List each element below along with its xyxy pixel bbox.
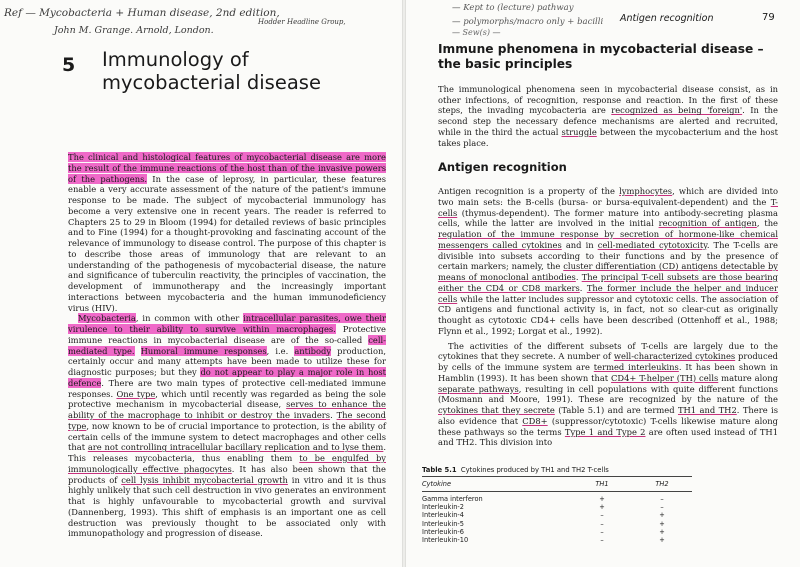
table-cell-th2: +	[659, 527, 665, 536]
underlined-text: to be engulfed by immunologically effective phagocytes	[68, 453, 386, 474]
table-cell-th2: –	[660, 503, 664, 512]
underlined-text: One type	[116, 388, 156, 399]
highlighted-text: antibody	[294, 345, 332, 356]
highlighted-text: Humoral immune responses	[140, 345, 267, 356]
underlined-text: TH1 and TH2	[677, 405, 737, 415]
text-run: The activities of the different subsets of T-cells are largely due to the cytokines that they secrete. A number of	[438, 340, 778, 362]
left-paragraph-1	[68, 152, 386, 313]
underlined-text: struggle	[561, 126, 597, 137]
text-run: , i.e.	[266, 345, 295, 356]
underlined-text: CD4+ T-helper (TH) cells	[611, 372, 719, 383]
handwritten-note-right-3: — Sew(s) —	[452, 28, 501, 37]
cytokine-table-block	[422, 466, 712, 544]
text-run: , which until recently was regarded as being the sole protective mechanism in mycobacterial disease,	[68, 388, 386, 410]
left-paragraph-2	[68, 313, 386, 539]
table-cell-th1: –	[600, 519, 604, 528]
table-cell-th1: +	[599, 495, 605, 503]
table-cell-th1: +	[599, 503, 605, 512]
text-run: , resulting in cell populations with quite different functions (Mosmann and Moore, 1991). These are recognized by the nature of the	[438, 383, 778, 405]
underlined-text: recognized as being 'foreign'	[611, 105, 743, 116]
right-paragraph-1	[438, 186, 778, 337]
chapter-number: 5	[62, 54, 76, 76]
text-run: in vitro and it is thus highly unlikely that such cell destruction in vivo generates an environment that is highly unfavourable to mycobacterial growth and survival (Dannenberg, 1993). This shift of emphasis is an important one as cell destruction was previously thought to be associated only with immunopathology and progression of disease.	[68, 474, 387, 539]
text-run: . There are two main types of protective cell-mediated immune responses.	[68, 377, 386, 399]
underlined-text: CD8+	[522, 415, 548, 426]
underlined-text: cell-mediated cytotoxicity	[597, 239, 707, 250]
handwritten-ref-line3: Hodder Headline Group,	[258, 18, 346, 26]
page-number: 79	[762, 12, 775, 23]
table-cell-th1: –	[600, 536, 604, 545]
highlighted-text: do not appear to play a major role in host defence	[68, 367, 386, 388]
underlined-text: cell lysis inhibit mycobacterial growth	[121, 474, 288, 485]
table-cell-th2: +	[659, 511, 665, 520]
text-run: Protective immune reactions in mycobacterial disease are of the so-called	[68, 324, 386, 345]
text-run: Antigen recognition is a property of the	[438, 186, 620, 196]
chapter-title: Immunology of mycobacterial disease	[102, 48, 321, 94]
text-run: . It has been shown in Hamblin (1993). It has been shown that	[438, 362, 779, 383]
handwritten-note-right-2: — polymorphs/macro only + bacilli	[452, 17, 604, 27]
intro-paragraph	[438, 84, 778, 148]
text-run: . It has also been shown that the products of	[68, 463, 386, 485]
text-run: (thymus-dependent). The former mature into antibody-secreting plasma cells, while the latter are involved in the initial	[438, 207, 778, 229]
table-row	[422, 492, 692, 504]
highlighted-text: intracellular parasites, owe their virulence to their ability to survive within macrophages.	[68, 313, 386, 334]
text-run: The immunological phenomena seen in mycobacterial disease consist, as in other infections, of recognition, response and reaction. In the first of these steps, the invading mycobacteria are	[438, 84, 778, 116]
text-run: and in	[561, 239, 598, 250]
text-run: , the	[756, 218, 778, 229]
text-run: production, certainly occur and many attempts have been made to utilize these for diagnostic purposes; but they	[68, 345, 386, 377]
underlined-text: T-cells	[438, 196, 778, 218]
underlined-text: The second type	[68, 410, 386, 431]
text-run: , now known to be of crucial importance to protection, is the ability of certain cells of the immune system to detect macrophages and other cells that	[68, 420, 386, 453]
underlined-text: The former include the helper and inducer cells	[438, 282, 778, 304]
table-header-th2: TH2	[632, 477, 692, 492]
table-cell-cytokine: Interleukin-5	[422, 519, 464, 528]
table-cell-cytokine: Interleukin-6	[422, 527, 464, 536]
underlined-text: lymphocytes	[619, 186, 673, 196]
table-cell-cytokine: Gamma interferon	[422, 495, 483, 503]
table-cell-cytokine: Interleukin-10	[422, 536, 469, 545]
text-run	[135, 346, 141, 356]
text-run: .	[575, 272, 582, 282]
underlined-text: recognition of antigen	[658, 218, 757, 229]
table-header-row	[422, 477, 692, 492]
table-cell-th1: –	[600, 511, 604, 520]
text-run: In the case of leprosy, in particular, these features enable a very accurate assessment of the nature of the patient's immune response to be made. The subject of mycobacterial immunology has become a very extensive one in recent years. The reader is referred to Chapters 25 to 29 in Bloom (1994) for detailed reviews of basic principles and to Fine (1994) for a thought-provoking and fascinating account of the relevance of immunology to disease control. The purpose of this chapter is to describe those areas of immunology that are relevant to an understanding of the pathogenesis of mycobacterial disease, the nature and significance of tuberculin reactivity, the principles of vaccination, the development of immunotherapy and the increasingly important interactions between mycobacteria and the human immunodeficiency virus (HIV).	[68, 173, 386, 313]
underlined-text: regulation of the immune response by secretion of hormone-like chemical messengers called cytokines	[438, 229, 778, 250]
handwritten-ref-line1: Ref — Mycobacteria + Human disease, 2nd edition,	[4, 7, 280, 19]
right-paragraph-2	[438, 341, 778, 449]
table-row	[422, 520, 692, 528]
table-cell-th2: –	[660, 495, 664, 503]
table-row	[422, 511, 692, 519]
text-run: while the latter includes suppressor and cytotoxic cells. The association of CD antigens and functional activity is, in fact, not so clear-cut as originally thought as cytotoxic CD4+ cells have been described (Ottenhoff et al., 1988; Flynn et al., 1992; Lorgat et al., 1992).	[438, 293, 778, 336]
table-cell-cytokine: Interleukin-2	[422, 503, 464, 512]
subsection-title: Antigen recognition	[438, 160, 567, 174]
underlined-text: well-characterized cytokines	[613, 351, 736, 362]
text-run: .	[579, 282, 587, 293]
underlined-text: are not controlling intracellular bacillary replication and to lyse them	[87, 442, 384, 453]
table-cell-cytokine: Interleukin-4	[422, 511, 464, 520]
handwritten-note-right-1: — Kept to (lecture) pathway	[452, 3, 574, 13]
underlined-text: Type 1 and Type 2	[564, 426, 646, 437]
table-cell-th2: +	[659, 536, 665, 545]
section-title: Immune phenomena in mycobacterial disease – the basic principles	[438, 42, 764, 71]
table-cell-th1: –	[600, 527, 604, 536]
left-body-text	[68, 152, 386, 539]
text-run: . There is also evidence that	[438, 405, 778, 426]
underlined-text: cytokines that they secrete	[438, 405, 555, 415]
table-row	[422, 503, 692, 511]
text-run: , in common with other	[135, 313, 244, 324]
text-run: (suppressor/cytotoxic) T-cells likewise mature along these pathways so the terms	[438, 415, 779, 437]
running-head: Antigen recognition	[620, 13, 714, 24]
handwritten-ref-line2: John M. Grange. Arnold, London.	[54, 25, 214, 36]
text-run: , which are divided into two main sets: the B-cells (bursa- or bursa-equivalent-dependent) and the	[438, 186, 778, 207]
table-row	[422, 528, 692, 536]
underlined-text: termed interleukins	[593, 362, 679, 372]
text-run: . The T-cells are divisible into subsets according to their functions and by the presence of certain markers; namely, the	[438, 239, 778, 272]
book-gutter	[402, 0, 406, 567]
table-header-th1: TH1	[572, 477, 632, 492]
table-cell-th2: +	[659, 519, 665, 528]
text-run: are often used instead of TH1 and TH2. This division into	[438, 426, 779, 448]
table-row	[422, 536, 692, 544]
underlined-text: cluster differentiation (CD) antigens detectable by means of monoclonal antibodies	[438, 261, 778, 282]
table-caption	[422, 466, 712, 474]
table-header-cytokine: Cytokine	[422, 477, 572, 492]
highlighted-text: Mycobacteria	[78, 313, 136, 324]
text-run: between the mycobacterium and the host takes place.	[438, 126, 778, 148]
highlighted-text: The clinical and histological features of mycobacterial disease are more the result of the immune reactions of the host than of the invasive powers of the pathogens.	[68, 152, 386, 184]
underlined-text: serves to enhance the ability of the macrophage to inhibit or destroy the invaders	[68, 399, 386, 420]
table-label: Table 5.1	[422, 466, 457, 474]
highlighted-text: cell-mediated type.	[68, 334, 386, 356]
underlined-text: separate pathways	[438, 383, 519, 394]
text-run: . This releases mycobacteria, thus enabling them	[68, 442, 386, 463]
cytokine-table	[422, 476, 692, 544]
text-run: mature along	[718, 372, 778, 383]
right-body-text	[438, 186, 778, 448]
text-run: (Table 5.1) and are termed	[554, 405, 678, 415]
text-run: produced by cells of the immune system are	[438, 351, 779, 372]
text-run: . In the second step the necessary defence mechanisms are alerted and recruited, while in the third the actual	[438, 105, 778, 137]
underlined-text: The principal T-cell subsets are those bearing either the CD4 or CD8 markers	[438, 272, 778, 293]
text-run: .	[330, 410, 337, 420]
table-caption-text: Cytokines produced by TH1 and TH2 T-cells	[460, 466, 609, 474]
